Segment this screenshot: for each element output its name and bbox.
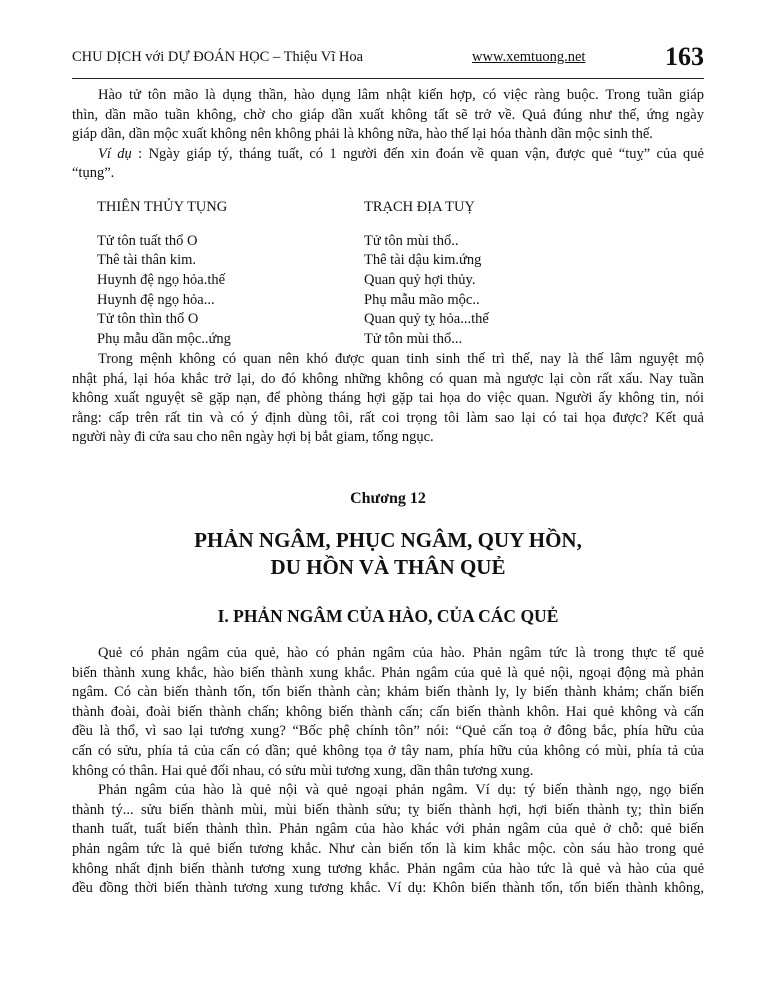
text-line: biến thành xung khắc, hào biến thành xung khắc. Phản ngâm của quẻ là quẻ nội, ngoại động mà phản: [72, 664, 704, 681]
text-line: Trong mệnh không có quan nên khó được quan tinh sinh thế trì thế, nay là thế lâm nguyệt mộ: [98, 351, 704, 367]
left-line: Huynh đệ ngọ hỏa...: [97, 291, 215, 308]
hexagram-row: [97, 310, 657, 330]
text-line: Phản ngâm của hào là quẻ nội và quẻ ngoại phản ngâm. Ví dụ: tý biến thành ngọ, ngọ biến: [98, 782, 704, 799]
text-line: không có thân. Hai quẻ đối nhau, có sửu mùi tương xung, dần thân tương xung.: [72, 762, 534, 779]
chapter-title-line: PHẢN NGÂM, PHỤC NGÂM, QUY HỒN,: [194, 528, 582, 552]
text-line: thành đoài, đoài biến thành chấn; không biến thành cấn; cấn biến thành khôn. Hai quẻ không và cấn: [72, 703, 704, 720]
hexagram-row: [97, 330, 657, 350]
book-title: CHU DỊCH với DỰ ĐOÁN HỌC – Thiệu Vĩ Hoa: [72, 49, 364, 65]
website-link[interactable]: www.xemtuong.net: [472, 49, 586, 65]
right-line: Thê tài dậu kim.ứng: [364, 252, 482, 269]
text-line: phản ngâm tức là quẻ biến tương khắc. Như càn biến tốn là kim khắc mộc. còn sáu hào trong quẻ: [72, 840, 704, 857]
hexagram-row: [97, 271, 657, 291]
text-line: Quẻ có phản ngâm của quẻ, hào có phản ngâm của hào. Phản ngâm tức là trong thực tế quẻ: [98, 645, 704, 661]
text-line: giáp dần, dần mộc xuất không nên không phải là không nữa, hào thế lại hóa thành dần mộc sinh thế.: [72, 126, 653, 143]
paragraph-3: [72, 644, 704, 899]
paragraph-1: [72, 86, 704, 184]
chapter-title-line: DU HỒN VÀ THÂN QUẺ: [270, 555, 506, 579]
text-line: Hào tử tôn mão là dụng thần, hào dụng lâm nhật kiến hợp, có việc ràng buộc. Trong tuần giáp: [98, 87, 704, 103]
text-line: cấn có sửu, phía tả của cấn có dần; quẻ không tọa ở tây nam, phía hữu của không có mùi, phía tả của: [72, 742, 704, 759]
paragraph-2: [72, 350, 704, 448]
text-line: thành tý... sửu biến thành mùi, mùi biến thành sửu; tỵ biến thành hợi, hợi biến thành tỵ; thìn biến: [72, 801, 704, 818]
text-line: đều đồng thời biến thành tương xung tương khắc. Ví dụ: Khôn biến thành tốn, tốn biến thành không,: [72, 880, 704, 897]
page-header: [72, 44, 704, 79]
text-line: nhật phá, lại hóa khắc trở lại, do đó không những không có quan mà ngược lại còn rất xấu. Nay tuần: [72, 370, 704, 387]
left-line: Phụ mẫu dần mộc..ứng: [97, 331, 231, 348]
text-line: người này đi cửa sau cho nên ngày hợi bị bắt giam, tống ngục.: [72, 429, 434, 446]
right-line: Phụ mẫu mão mộc..: [364, 291, 480, 308]
left-hexagram-title: THIÊN THỦY TỤNG: [97, 199, 228, 215]
text-line: ngâm. Có càn biến thành tốn, tốn biến thành càn; khảm biến thành ly, ly biến thành khảm; chấn biến: [72, 684, 704, 701]
text-line: không nhất định biến thành tương xung tương khắc. Phản ngâm của hào tức là quẻ và hào của quẻ: [72, 860, 704, 877]
hexagram-table: [97, 198, 657, 350]
left-line: Tử tôn tuất thổ O: [97, 232, 198, 249]
left-line: Tử tôn thìn thổ O: [97, 311, 199, 328]
hexagram-row: [97, 291, 657, 311]
example-line: [72, 145, 704, 165]
text-line: đều là thổ, vì sao lại tương xung? “Bốc phệ chính tôn” nói: “Quẻ cấn toạ ở đông bắc, phía hữu của: [72, 723, 704, 740]
hexagram-row: [97, 232, 657, 252]
left-line: Huynh đệ ngọ hỏa.thế: [97, 272, 226, 289]
example-label: Ví dụ: [98, 145, 132, 162]
section-heading: I. PHẢN NGÂM CỦA HÀO, CỦA CÁC QUẺ: [217, 606, 559, 626]
hexagram-row: [97, 251, 657, 271]
right-line: Quan quỷ hợi thủy.: [364, 272, 476, 289]
right-line: Tử tôn mùi thổ...: [364, 331, 463, 348]
text-line: rằng: cấp trên rất tin và có ý định dùng tôi, rất coi trọng tôi làm sao lại có tai họa được? Kết quả: [72, 409, 704, 426]
hexagram-titles: [97, 198, 657, 218]
right-line: Tử tôn mùi thổ..: [364, 232, 459, 249]
right-line: Quan quỷ tỵ hỏa...thế: [364, 311, 489, 328]
text-line: thìn, dần mão tuần không, chờ cho giáp dần xuất không tất sẽ trở về. Quả đúng như thế, ứng ngày: [72, 106, 704, 123]
text-line: “tụng”.: [72, 165, 115, 182]
chapter-label: Chương 12: [350, 490, 426, 507]
right-hexagram-title: TRẠCH ĐỊA TUỴ: [364, 199, 475, 215]
example-text: : Ngày giáp tý, tháng tuất, có 1 người đến xin đoán về quan vận, được quẻ “tuỵ” của quẻ: [131, 145, 704, 162]
text-line: không xuất nguyệt sẽ gặp nạn, để phòng tháng hợi gặp tai họa do việc quan. Người ấy không tin, nói: [72, 390, 704, 407]
chapter-title: [72, 527, 704, 581]
text-line: thanh tuất, tuất biến thành thìn. Phản ngâm của hào khác với phản ngâm của quẻ ở chỗ: quẻ biến: [72, 821, 704, 838]
left-line: Thê tài thân kim.: [97, 252, 197, 269]
page-number: 163: [665, 42, 704, 71]
